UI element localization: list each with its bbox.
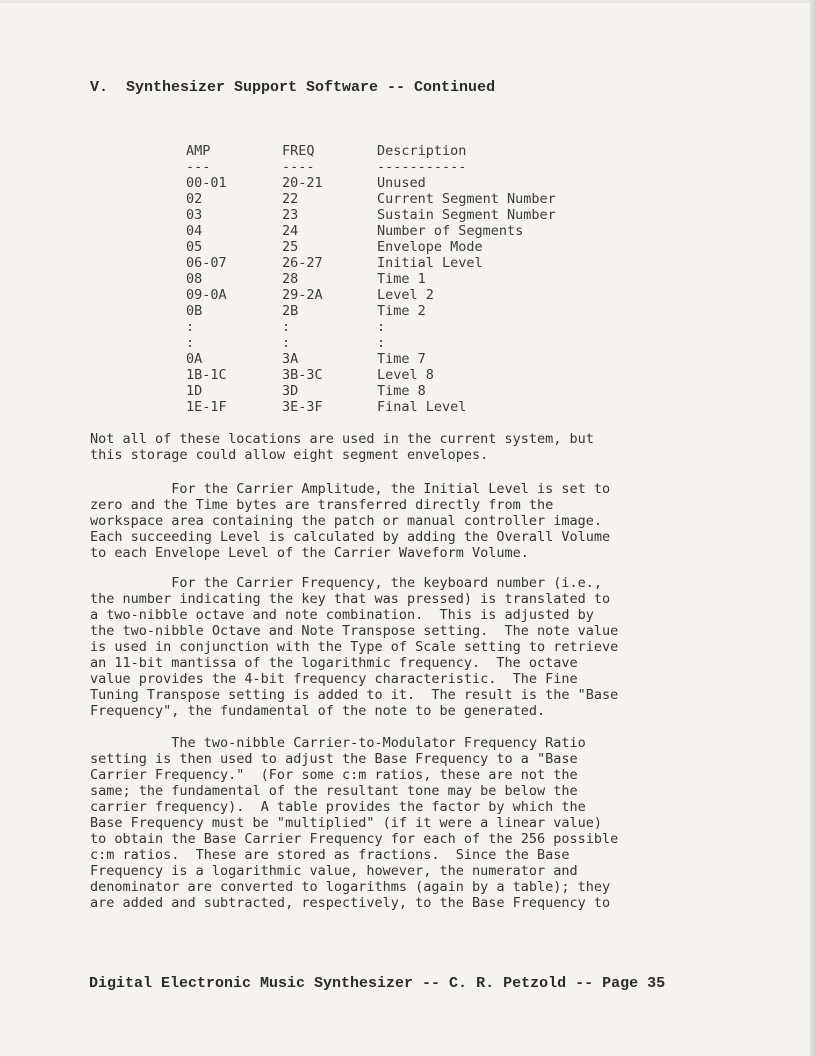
text-line: carrier frequency). A table provides the factor by which the — [90, 799, 586, 815]
table-cell-description: Sustain Segment Number — [377, 207, 556, 223]
paragraph-carrier-amplitude — [90, 481, 610, 561]
table-cell-amp: 1B-1C — [186, 367, 227, 383]
table-row — [186, 319, 637, 335]
page-footer: Digital Electronic Music Synthesizer -- C. R. Petzold -- Page 35 — [89, 975, 666, 992]
text-line: Base Frequency must be "multiplied" (if it were a linear value) — [90, 815, 603, 831]
table-cell-freq: 24 — [282, 223, 299, 239]
text-line: workspace area containing the patch or manual controller image. — [90, 513, 603, 529]
table-cell-description: Current Segment Number — [377, 191, 556, 207]
table-cell-freq: 25 — [282, 239, 299, 255]
table-cell-description: Time 1 — [377, 271, 426, 287]
text-line: is used in conjunction with the Type of Scale setting to retrieve — [90, 639, 619, 655]
table-cell-amp: : — [186, 319, 195, 335]
table-cell-description: Time 2 — [377, 303, 426, 319]
table-cell-freq: 3D — [282, 383, 299, 399]
page-right-edge — [810, 0, 816, 1056]
table-cell-amp: 03 — [186, 207, 203, 223]
table-cell-freq: 23 — [282, 207, 299, 223]
table-cell-freq: 22 — [282, 191, 299, 207]
text-line: to obtain the Base Carrier Frequency for each of the 256 possible — [90, 831, 619, 847]
table-row — [186, 399, 637, 415]
table-cell-description: Initial Level — [377, 255, 483, 271]
table-cell-amp: 0A — [186, 351, 203, 367]
table-cell-description: Time 8 — [377, 383, 426, 399]
text-line: are added and subtracted, respectively, to the Base Frequency to — [90, 895, 611, 911]
table-row — [186, 351, 637, 367]
text-line: Frequency", the fundamental of the note to be generated. — [90, 703, 546, 719]
table-cell-amp: 04 — [186, 223, 203, 239]
table-cell-amp: 0B — [186, 303, 203, 319]
table-row — [186, 287, 637, 303]
table-cell-amp: 09-0A — [186, 287, 227, 303]
table-cell-freq: 20-21 — [282, 175, 323, 191]
table-cell-freq: : — [282, 335, 291, 351]
table-row — [186, 175, 637, 191]
table-row — [186, 191, 637, 207]
table-cell-freq: 28 — [282, 271, 299, 287]
table-cell-freq: 3B-3C — [282, 367, 323, 383]
table-cell-description: Number of Segments — [377, 223, 524, 239]
paragraph-locations-note — [90, 431, 594, 463]
table-cell-freq: 3A — [282, 351, 299, 367]
table-cell-freq: 2B — [282, 303, 299, 319]
text-line: zero and the Time bytes are transferred directly from the — [90, 497, 554, 513]
table-cell-description: Level 8 — [377, 367, 434, 383]
table-cell-amp: 08 — [186, 271, 203, 287]
table-row — [186, 207, 637, 223]
table-cell-description: : — [377, 335, 386, 351]
text-line: Frequency is a logarithmic value, however, the numerator and — [90, 863, 578, 879]
text-line: the number indicating the key that was pressed) is translated to — [90, 591, 611, 607]
table-cell-amp: 00-01 — [186, 175, 227, 191]
table-cell-amp: 1D — [186, 383, 203, 399]
page-top-edge — [0, 0, 816, 3]
text-line: value provides the 4-bit frequency characteristic. The Fine — [90, 671, 578, 687]
table-cell-description: Final Level — [377, 399, 467, 415]
table-cell-freq: 26-27 — [282, 255, 323, 271]
table-row — [186, 367, 637, 383]
table-row — [186, 335, 637, 351]
table-cell-amp: 02 — [186, 191, 203, 207]
text-line: an 11-bit mantissa of the logarithmic frequency. The octave — [90, 655, 578, 671]
text-line: to each Envelope Level of the Carrier Waveform Volume. — [90, 545, 529, 561]
text-line: same; the fundamental of the resultant tone may be below the — [90, 783, 578, 799]
table-header-underline-row — [186, 159, 637, 175]
table-header-row — [186, 143, 637, 159]
table-row — [186, 271, 637, 287]
table-cell-description: Envelope Mode — [377, 239, 483, 255]
text-line: For the Carrier Amplitude, the Initial Level is set to — [90, 481, 611, 497]
table-cell-freq: : — [282, 319, 291, 335]
column-header-description: Description — [377, 143, 467, 159]
text-line: Each succeeding Level is calculated by adding the Overall Volume — [90, 529, 611, 545]
text-line: Not all of these locations are used in the current system, but — [90, 431, 594, 447]
table-row — [186, 383, 637, 399]
table-cell-amp: : — [186, 335, 195, 351]
table-cell-freq: 29-2A — [282, 287, 323, 303]
paragraph-carrier-frequency — [90, 575, 618, 719]
column-header-amp: AMP — [186, 143, 211, 159]
paragraph-cm-ratio — [90, 735, 618, 911]
column-header-freq: FREQ — [282, 143, 315, 159]
text-line: For the Carrier Frequency, the keyboard number (i.e., — [90, 575, 603, 591]
text-line: a two-nibble octave and note combination. This is adjusted by — [90, 607, 594, 623]
text-line: setting is then used to adjust the Base Frequency to a "Base — [90, 751, 578, 767]
table-row — [186, 303, 637, 319]
table-row — [186, 255, 637, 271]
text-line: Carrier Frequency." (For some c:m ratios, these are not the — [90, 767, 578, 783]
text-line: this storage could allow eight segment envelopes. — [90, 447, 489, 463]
table-cell-description: : — [377, 319, 386, 335]
table-cell-amp: 06-07 — [186, 255, 227, 271]
column-underline-freq: ---- — [282, 159, 315, 175]
table-row — [186, 223, 637, 239]
text-line: the two-nibble Octave and Note Transpose setting. The note value — [90, 623, 619, 639]
text-line: denominator are converted to logarithms (again by a table); they — [90, 879, 611, 895]
table-cell-description: Unused — [377, 175, 426, 191]
text-line: Tuning Transpose setting is added to it. The result is the "Base — [90, 687, 619, 703]
column-underline-amp: --- — [186, 159, 211, 175]
table-cell-description: Time 7 — [377, 351, 426, 367]
text-line: c:m ratios. These are stored as fractions. Since the Base — [90, 847, 570, 863]
table-cell-description: Level 2 — [377, 287, 434, 303]
table-row — [186, 239, 637, 255]
column-underline-description: ----------- — [377, 159, 467, 175]
section-heading: V. Synthesizer Support Software -- Continued — [90, 79, 496, 96]
text-line: The two-nibble Carrier-to-Modulator Frequency Ratio — [90, 735, 586, 751]
table-cell-amp: 1E-1F — [186, 399, 227, 415]
table-cell-freq: 3E-3F — [282, 399, 323, 415]
table-cell-amp: 05 — [186, 239, 203, 255]
envelope-location-table — [186, 143, 637, 415]
